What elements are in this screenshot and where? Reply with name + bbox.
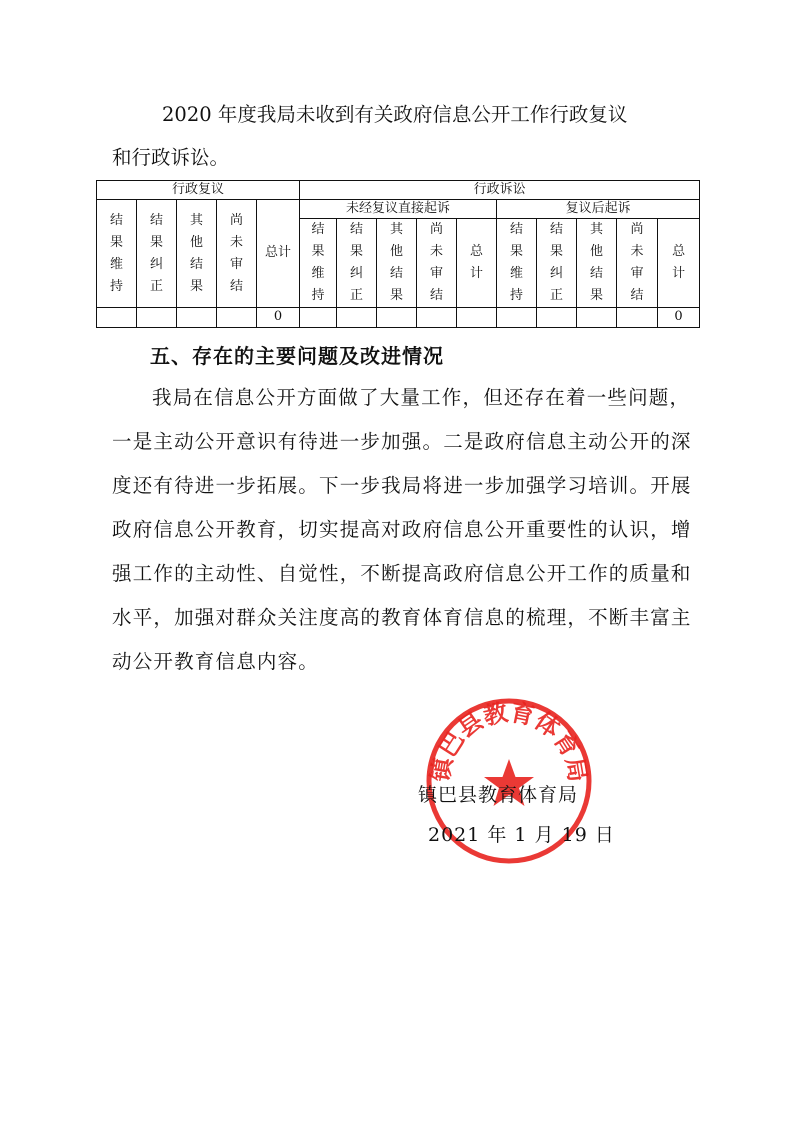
intro-line-1: 2020 年度我局未收到有关政府信息公开工作行政复议 [162, 103, 628, 126]
direct-total-header: 总计 [457, 219, 497, 308]
review-total-value: 0 [257, 308, 300, 328]
signature-date: 2021 年 1 月 19 日 [428, 824, 615, 846]
intro-line-2: 和行政诉讼。 [112, 146, 230, 169]
review-other-header: 其他结果 [177, 200, 217, 308]
after-review-total-value: 0 [658, 308, 700, 328]
section-title: 五、存在的主要问题及改进情况 [150, 344, 444, 368]
table-cell [177, 308, 217, 328]
review-corrected-header: 结果纠正 [137, 200, 177, 308]
seal-text: 镇巴县教育体育局 [426, 698, 592, 784]
after-upheld-header: 结果维持 [497, 219, 537, 308]
after-corrected-header: 结果纠正 [537, 219, 577, 308]
litigation-table [96, 180, 700, 328]
review-upheld-header: 结果维持 [97, 200, 137, 308]
table-cell [97, 308, 137, 328]
after-total-header: 总计 [658, 219, 700, 308]
after-review-suit-header: 复议后起诉 [497, 200, 700, 219]
table-cell [497, 308, 537, 328]
table-cell [577, 308, 617, 328]
table-cell [137, 308, 177, 328]
table-cell [377, 308, 417, 328]
review-pending-header: 尚未审结 [217, 200, 257, 308]
litigation-header: 行政诉讼 [300, 181, 700, 200]
direct-suit-header: 未经复议直接起诉 [300, 200, 497, 219]
review-total-header: 总计 [257, 200, 300, 308]
table-cell [457, 308, 497, 328]
table-cell [537, 308, 577, 328]
direct-upheld-header: 结果维持 [300, 219, 337, 308]
direct-other-header: 其他结果 [377, 219, 417, 308]
table-cell [617, 308, 658, 328]
signature-org: 镇巴县教育体育局 [418, 784, 579, 806]
after-pending-header: 尚未审结 [617, 219, 658, 308]
direct-pending-header: 尚未审结 [417, 219, 457, 308]
after-other-header: 其他结果 [577, 219, 617, 308]
section-body: 我局在信息公开方面做了大量工作，但还存在着一些问题，一是主动公开意识有待进一步加强。二是政府信息主动公开的深度还有待进一步拓展。下一步我局将进一步加强学习培训。开展政府信息公开教育，切实提高对政府信息公开重要性的认识，增强工作的主动性、自觉性，不断提高政府信息公开工作的质量和水平，加强对群众关注度高的教育体育信息的梳理，不断丰富主动公开教育信息内容。 [112, 386, 692, 673]
table-cell [300, 308, 337, 328]
table-cell [217, 308, 257, 328]
direct-corrected-header: 结果纠正 [337, 219, 377, 308]
table-cell [417, 308, 457, 328]
review-header: 行政复议 [97, 181, 300, 200]
table-cell [337, 308, 377, 328]
